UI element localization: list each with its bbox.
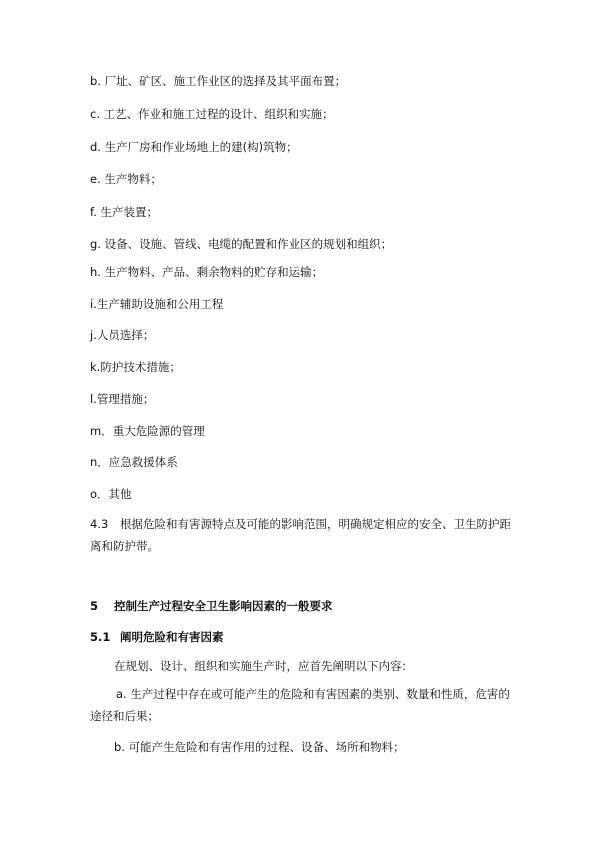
list-item-f: f. 生产装置； [90, 205, 159, 219]
list-item-h: h. 生产物料、产品、剩余物料的贮存和运输； [90, 265, 324, 279]
list-item-k: k.防护技术措施； [90, 360, 181, 374]
section-number: 5 [90, 599, 99, 613]
list-item-g: g. 设备、设施、管线、电缆的配置和作业区的规划和组织； [90, 237, 393, 251]
clause-4-3 [90, 513, 520, 557]
clause-number: 4.3 [90, 517, 109, 531]
clause-text: 根据危险和有害源特点及可能的影响范围，明确规定相应的安全、卫生防护距离和防护带。 [90, 517, 511, 553]
list-item-i: i.生产辅助设施和公用工程 [90, 297, 224, 311]
subsection-title: 阐明危险和有害因素 [120, 630, 224, 644]
list-item-c: c. 工艺、作业和施工过程的设计、组织和实施； [90, 107, 334, 121]
list-item-j: j.人员选择； [90, 328, 155, 342]
list-item-e: e. 生产物料； [90, 172, 162, 186]
subsection-number: 5.1 [90, 630, 111, 644]
list-item-n: n．应急救援体系 [90, 455, 178, 469]
list-item-b: b. 厂址、矿区、施工作业区的选择及其平面布置； [90, 74, 347, 88]
section-5-heading [90, 599, 333, 613]
intro-paragraph: 在规划、设计、组织和实施生产时，应首先阐明以下内容： [114, 659, 413, 673]
sub-item-b: b. 可能产生危险和有害作用的过程、设备、场所和物料； [114, 740, 405, 754]
section-5-1-heading [90, 630, 224, 644]
list-item-o: o．其他 [90, 487, 132, 501]
section-title: 控制生产过程安全卫生影响因素的一般要求 [114, 599, 333, 613]
list-item-d: d. 生产厂房和作业场地上的建(构)筑物； [90, 140, 298, 154]
list-item-m: m．重大危险源的管理 [90, 424, 205, 438]
list-item-l: l.管理措施； [90, 392, 155, 406]
sub-item-a: a. 生产过程中存在或可能产生的危险和有害因素的类别、数量和性质，危害的途径和后果； [90, 687, 510, 723]
